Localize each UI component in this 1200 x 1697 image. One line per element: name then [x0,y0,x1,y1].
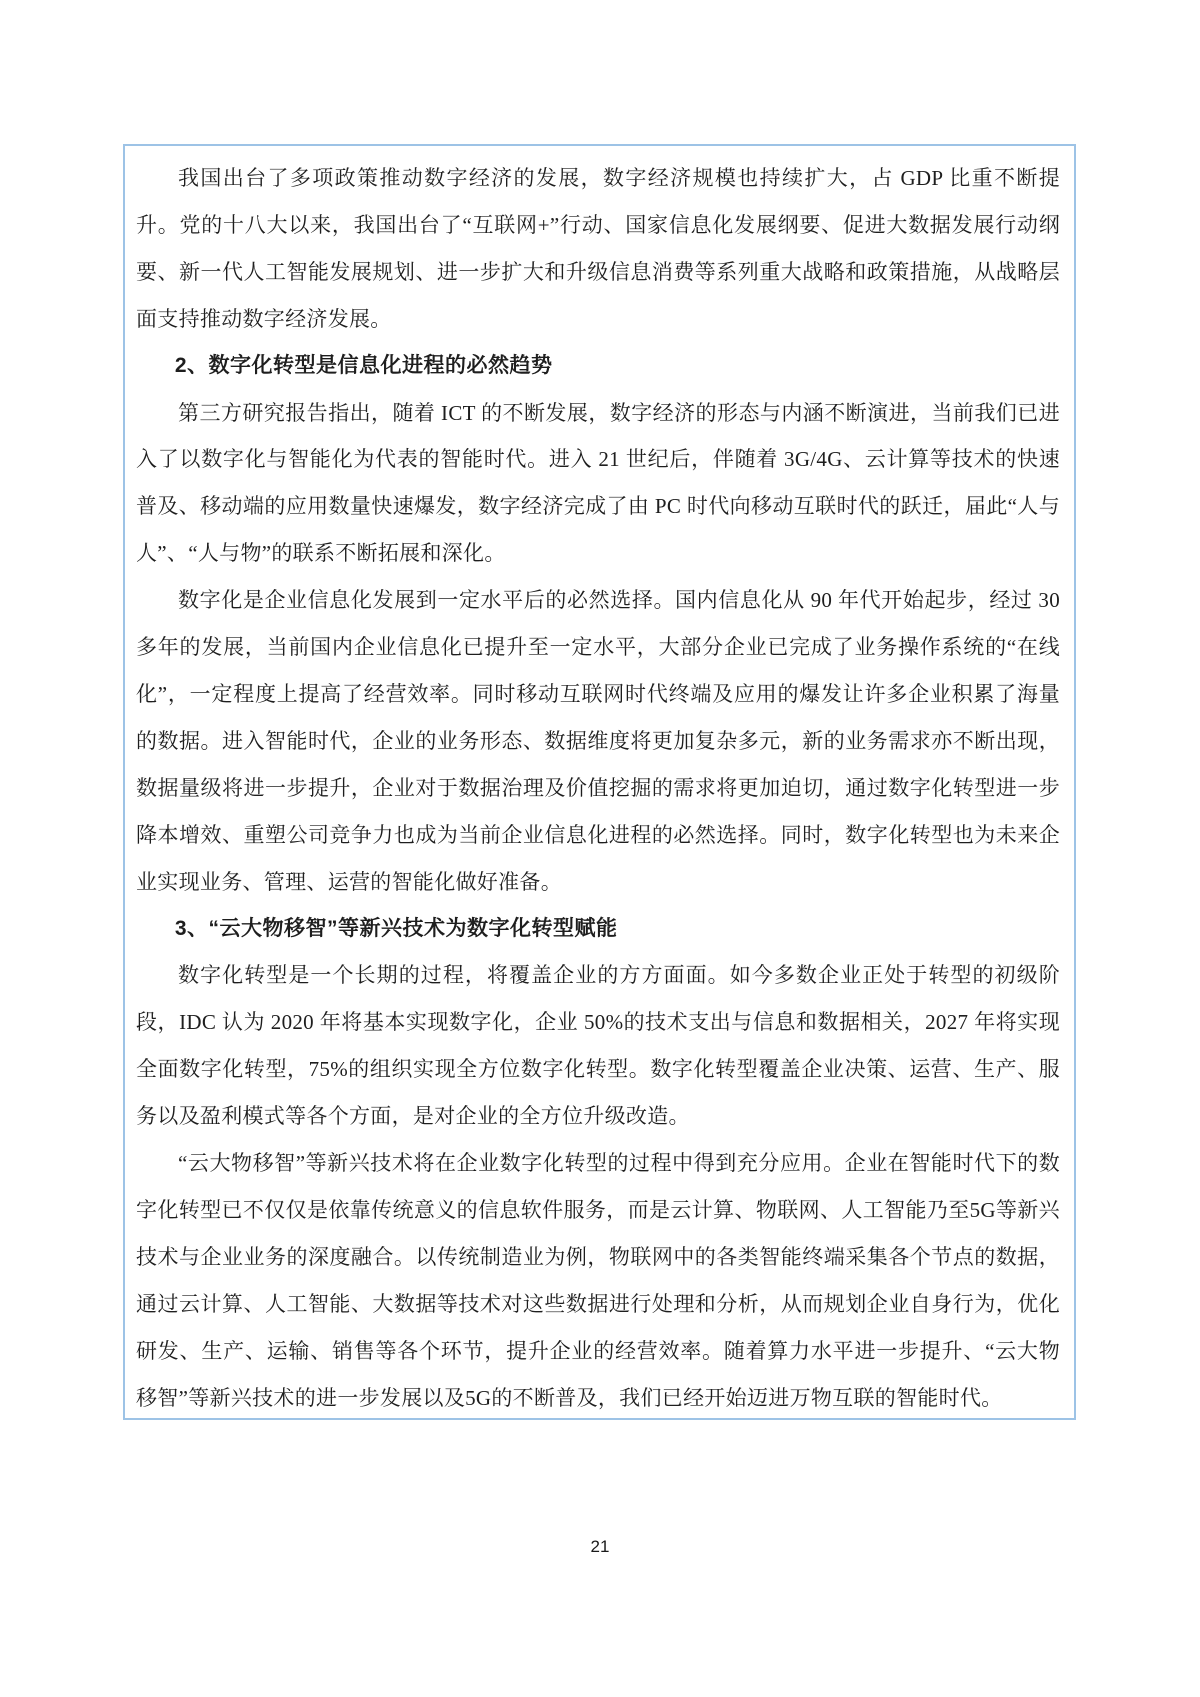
paragraph-long-term-transformation: 数字化转型是一个长期的过程，将覆盖企业的方方面面。如今多数企业正处于转型的初级阶段，IDC 认为 2020 年将基本实现数字化，企业 50%的技术支出与信息和数据相关，2027 年将实现全面数字化转型，75%的组织实现全方位数字化转型。数字化转型覆盖企业决策、运营、生产、服务以及盈利模式等各个方面，是对企业的全方位升级改造。 [136,963,1060,1129]
paragraph-digital-economy-policy: 我国出台了多项政策推动数字经济的发展，数字经济规模也持续扩大，占 GDP 比重不断提升。党的十八大以来，我国出台了“互联网+”行动、国家信息化发展纲要、促进大数据发展行动纲要、新一代人工智能发展规划、进一步扩大和升级信息消费等系列重大战略和政策措施，从战略层面支持推动数字经济发展。 [136,166,1060,331]
paragraph-ict-development: 第三方研究报告指出，随着 ICT 的不断发展，数字经济的形态与内涵不断演进，当前我们已进入了以数字化与智能化为代表的智能时代。进入 21 世纪后，伴随着 3G/4G、云计算等技术的快速普及、移动端的应用数量快速爆发，数字经济完成了由 PC 时代向移动互联时代的跃迁，届此“人与人”、“人与物”的联系不断拓展和深化。 [136,400,1060,566]
bordered-text-box [123,144,1076,1420]
section-heading-2: 2、数字化转型是信息化进程的必然趋势 [174,353,553,377]
page-number: 21 [590,1537,610,1556]
section-heading-3: 3、“云大物移智”等新兴技术为数字化转型赋能 [174,916,618,940]
paragraph-digitalization-inevitable-choice: 数字化是企业信息化发展到一定水平后的必然选择。国内信息化从 90 年代开始起步，经过 30 多年的发展，当前国内企业信息化已提升至一定水平，大部分企业已完成了业务操作系统的“在线化”，一定程度上提高了经营效率。同时移动互联网时代终端及应用的爆发让许多企业积累了海量的数据。进入智能时代，企业的业务形态、数据维度将更加复杂多元，新的业务需求亦不断出现，数据量级将进一步提升，企业对于数据治理及价值挖掘的需求将更加迫切，通过数字化转型进一步降本增效、重塑公司竞争力也成为当前企业信息化进程的必然选择。同时，数字化转型也为未来企业实现业务、管理、运营的智能化做好准备。 [136,588,1060,894]
document-body [136,155,1060,1421]
paragraph-emerging-technologies: “云大物移智”等新兴技术将在企业数字化转型的过程中得到充分应用。企业在智能时代下的数字化转型已不仅仅是依靠传统意义的信息软件服务，而是云计算、物联网、人工智能乃至5G等新兴技术与企业业务的深度融合。以传统制造业为例，物联网中的各类智能终端采集各个节点的数据，通过云计算、人工智能、大数据等技术对这些数据进行处理和分析，从而规划企业自身行为，优化研发、生产、运输、销售等各个环节，提升企业的经营效率。随着算力水平进一步提升、“云大物移智”等新兴技术的进一步发展以及5G的不断普及，我们已经开始迈进万物互联的智能时代。 [136,1151,1060,1410]
